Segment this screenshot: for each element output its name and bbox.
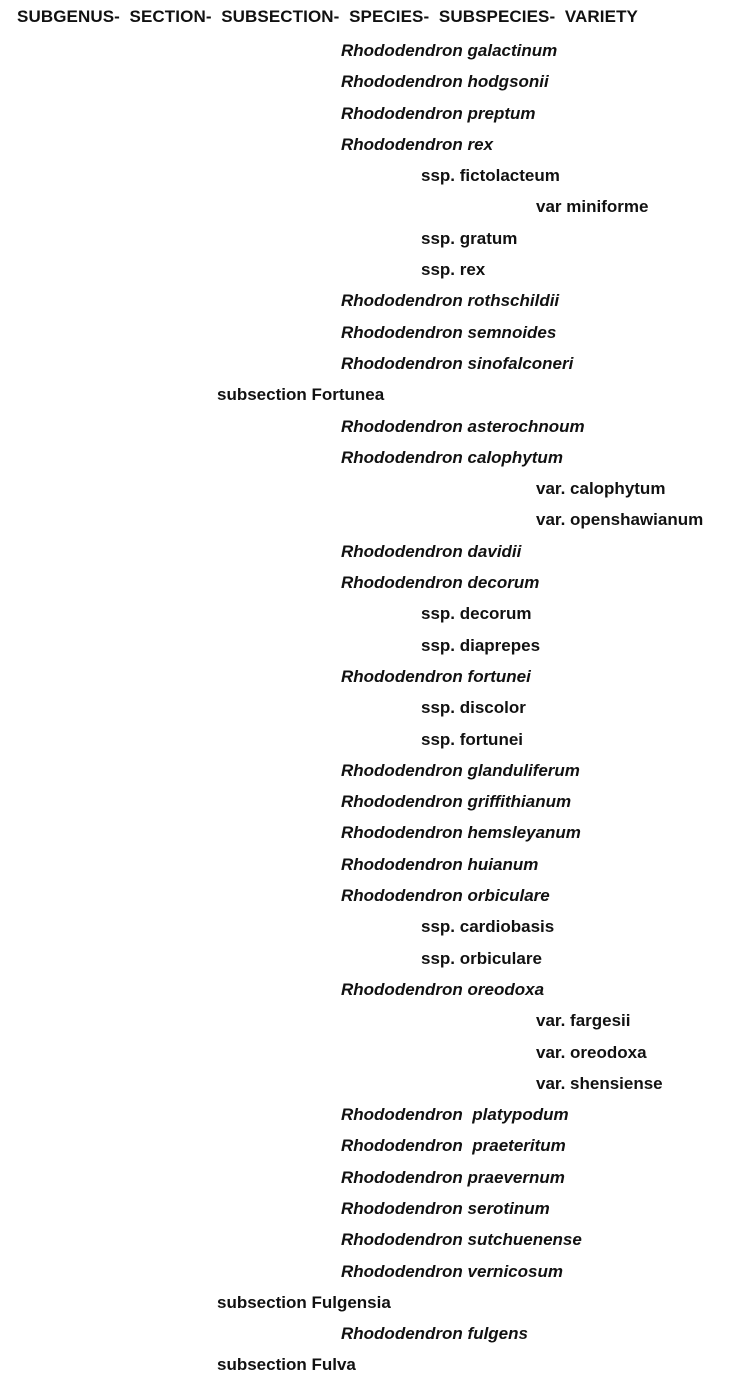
species-row: [0, 1261, 735, 1292]
species-name: Rhododendron glanduliferum: [341, 760, 580, 780]
species-name: Rhododendron calophytum: [341, 447, 563, 467]
species-name: Rhododendron vernicosum: [341, 1261, 563, 1281]
species-name: Rhododendron praeteritum: [341, 1136, 566, 1156]
subspecies-row: [0, 603, 735, 634]
subspecies-name: ssp. rex: [421, 260, 486, 280]
subspecies-row: [0, 635, 735, 666]
variety-name: var. shensiense: [536, 1073, 663, 1093]
variety-row: [0, 1042, 735, 1073]
species-row: [0, 103, 735, 134]
species-row: [0, 760, 735, 791]
subspecies-name: ssp. gratum: [421, 228, 518, 248]
subspecies-row: [0, 916, 735, 947]
species-name: Rhododendron praevernum: [341, 1167, 565, 1187]
species-name: Rhododendron oreodoxa: [341, 979, 545, 999]
variety-row: [0, 509, 735, 540]
subspecies-name: ssp. diaprepes: [421, 635, 541, 655]
subspecies-row: [0, 228, 735, 259]
subspecies-row: [0, 697, 735, 728]
subsection-row: [0, 384, 735, 415]
subspecies-row: [0, 729, 735, 760]
species-name: Rhododendron serotinum: [341, 1198, 550, 1218]
variety-row: [0, 478, 735, 509]
variety-name: var. calophytum: [536, 479, 666, 499]
species-name: Rhododendron davidii: [341, 541, 522, 561]
species-row: [0, 416, 735, 447]
subsection-name: subsection Fulgensia: [217, 1292, 391, 1312]
subspecies-name: ssp. decorum: [421, 604, 532, 624]
species-row: [0, 885, 735, 916]
species-row: [0, 322, 735, 353]
species-name: Rhododendron fulgens: [341, 1324, 528, 1344]
species-row: [0, 572, 735, 603]
species-row: [0, 822, 735, 853]
variety-name: var. fargesii: [536, 1011, 631, 1031]
species-row: [0, 290, 735, 321]
species-name: Rhododendron hemsleyanum: [341, 823, 581, 843]
species-name: Rhododendron orbiculare: [341, 886, 550, 906]
species-name: Rhododendron rex: [341, 134, 494, 154]
species-row: [0, 791, 735, 822]
subspecies-row: [0, 165, 735, 196]
species-name: Rhododendron galactinum: [341, 41, 558, 60]
species-row: [0, 1167, 735, 1198]
variety-name: var. openshawianum: [536, 510, 704, 530]
taxon-list: [0, 40, 735, 1386]
species-name: Rhododendron fortunei: [341, 666, 531, 686]
species-row: [0, 1198, 735, 1229]
subspecies-row: [0, 948, 735, 979]
variety-row: [0, 196, 735, 227]
species-row: [0, 1229, 735, 1260]
subsection-row: [0, 1354, 735, 1385]
species-row: [0, 1104, 735, 1135]
subsection-row: [0, 1292, 735, 1323]
subspecies-name: ssp. fortunei: [421, 729, 524, 749]
subsection-name: subsection Fulva: [217, 1355, 356, 1375]
variety-row: [0, 1010, 735, 1041]
species-name: Rhododendron platypodum: [341, 1105, 569, 1125]
variety-row: [0, 1073, 735, 1104]
rank-header: SUBGENUS- SECTION- SUBSECTION- SPECIES- SUBSPECIES- VARIETY: [17, 7, 638, 26]
species-name: Rhododendron decorum: [341, 573, 540, 593]
species-name: Rhododendron semnoides: [341, 322, 557, 342]
species-name: Rhododendron rothschildii: [341, 291, 560, 311]
species-row: [0, 40, 735, 71]
species-name: Rhododendron sinofalconeri: [341, 353, 574, 373]
species-row: [0, 541, 735, 572]
species-row: [0, 447, 735, 478]
subspecies-name: ssp. discolor: [421, 698, 526, 718]
subsection-name: subsection Fortunea: [217, 385, 385, 405]
species-row: [0, 71, 735, 102]
variety-name: var miniforme: [536, 197, 649, 217]
species-row: [0, 134, 735, 165]
species-name: Rhododendron huianum: [341, 854, 539, 874]
species-name: Rhododendron sutchuenense: [341, 1230, 582, 1250]
species-row: [0, 353, 735, 384]
subspecies-row: [0, 259, 735, 290]
species-row: [0, 1323, 735, 1354]
species-row: [0, 979, 735, 1010]
species-name: Rhododendron preptum: [341, 103, 536, 123]
species-name: Rhododendron griffithianum: [341, 792, 572, 812]
subspecies-name: ssp. orbiculare: [421, 948, 542, 968]
variety-name: var. oreodoxa: [536, 1042, 647, 1062]
species-row: [0, 666, 735, 697]
subspecies-name: ssp. cardiobasis: [421, 917, 555, 937]
species-row: [0, 854, 735, 885]
species-name: Rhododendron asterochnoum: [341, 416, 585, 436]
species-row: [0, 1135, 735, 1166]
subspecies-name: ssp. fictolacteum: [421, 166, 560, 186]
species-name: Rhododendron hodgsonii: [341, 72, 549, 92]
